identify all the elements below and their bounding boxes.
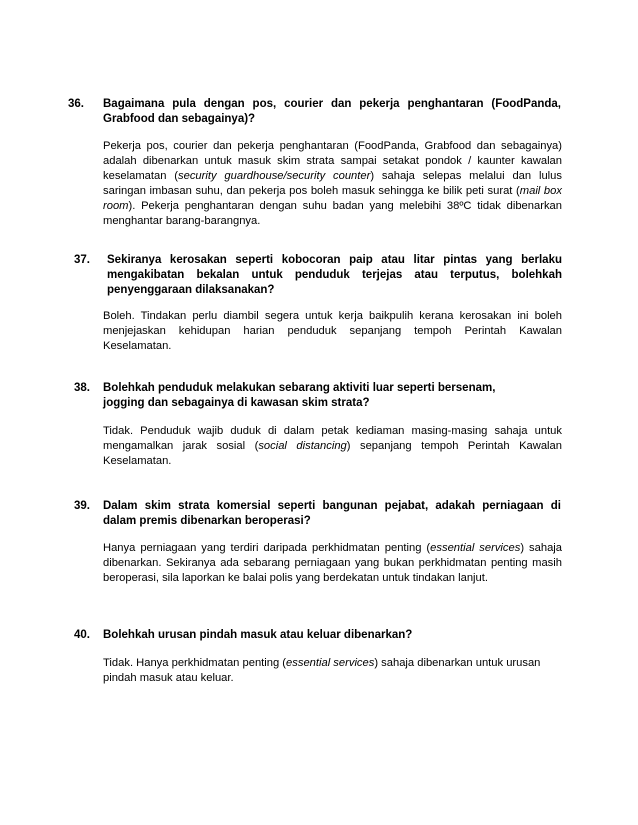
question-number: 40. <box>74 629 90 641</box>
answer-text-segment: Pekerja pos, courier dan pekerja penghantaran (FoodPanda, Grabfood dan sebagainya) adalah dibenarkan untuk masuk skim strata sampai setakat pondok / kaunter kawalan keselamatan ( <box>103 140 562 182</box>
question-number: 38. <box>74 382 90 394</box>
answer-italic-term: security guardhouse/security counter <box>178 170 371 182</box>
answer-text <box>103 309 562 354</box>
answer-italic-term: social distancing <box>258 440 347 452</box>
question-text: Sekiranya kerosakan seperti kobocoran paip atau litar pintas yang berlaku mengakibatan bekalan untuk penduduk terjejas atau terputus, bolehkah penyenggaraan dilaksanakan? <box>107 254 562 296</box>
question-text: Bolehkah penduduk melakukan sebarang aktiviti luar seperti bersenam, jogging dan sebagainya di kawasan skim strata? <box>103 382 496 409</box>
question-text: Dalam skim strata komersial seperti bangunan pejabat, adakah perniagaan di dalam premis dibenarkan beroperasi? <box>103 500 561 527</box>
answer-text-segment: Boleh. Tindakan perlu diambil segera untuk kerja baikpulih kerana kerosakan ini boleh menjejaskan kehidupan harian penduduk sepanjang tempoh Perintah Kawalan Keselamatan. <box>103 310 562 352</box>
question-text: Bolehkah urusan pindah masuk atau keluar dibenarkan? <box>103 629 413 641</box>
answer-text-segment: ). Pekerja penghantaran dengan suhu badan yang melebihi 38ºC tidak dibenarkan menghantar barang-barangnya. <box>103 200 562 227</box>
answer-italic-term: essential services <box>286 657 375 669</box>
question-number: 37. <box>74 254 90 266</box>
question-number: 36. <box>68 98 84 110</box>
answer-text-segment: Hanya perniagaan yang terdiri daripada perkhidmatan penting ( <box>103 542 431 554</box>
answer-text <box>103 139 562 229</box>
question-number: 39. <box>74 500 90 512</box>
answer-italic-term: mail box room <box>103 185 562 212</box>
answer-text-segment: ) sepanjang tempoh Perintah Kawalan Keselamatan. <box>103 440 562 467</box>
answer-text-segment: ) sahaja dibenarkan untuk urusan pindah masuk atau keluar. <box>103 657 541 684</box>
answer-text-segment: Tidak. Penduduk wajib duduk di dalam petak kediaman masing-masing sahaja untuk mengamalkan jarak sosial ( <box>103 425 562 452</box>
answer-text <box>103 424 562 469</box>
answer-text <box>103 541 562 586</box>
answer-text-segment: ) sahaja selepas melalui dan lulus saringan imbasan suhu, dan pekerja pos boleh masuk sehingga ke bilik peti surat ( <box>103 170 562 197</box>
answer-text-segment: Tidak. Hanya perkhidmatan penting ( <box>103 657 287 669</box>
answer-text-segment: ) sahaja dibenarkan. Sekiranya ada sebarang perniagaan yang bukan perkhidmatan penting masih beroperasi, sila laporkan ke balai polis yang berdekatan untuk tindakan lanjut. <box>103 542 562 584</box>
answer-italic-term: essential services <box>430 542 521 554</box>
question-text: Bagaimana pula dengan pos, courier dan pekerja penghantaran (FoodPanda, Grabfood dan sebagainya)? <box>103 98 561 125</box>
answer-text <box>103 656 553 686</box>
